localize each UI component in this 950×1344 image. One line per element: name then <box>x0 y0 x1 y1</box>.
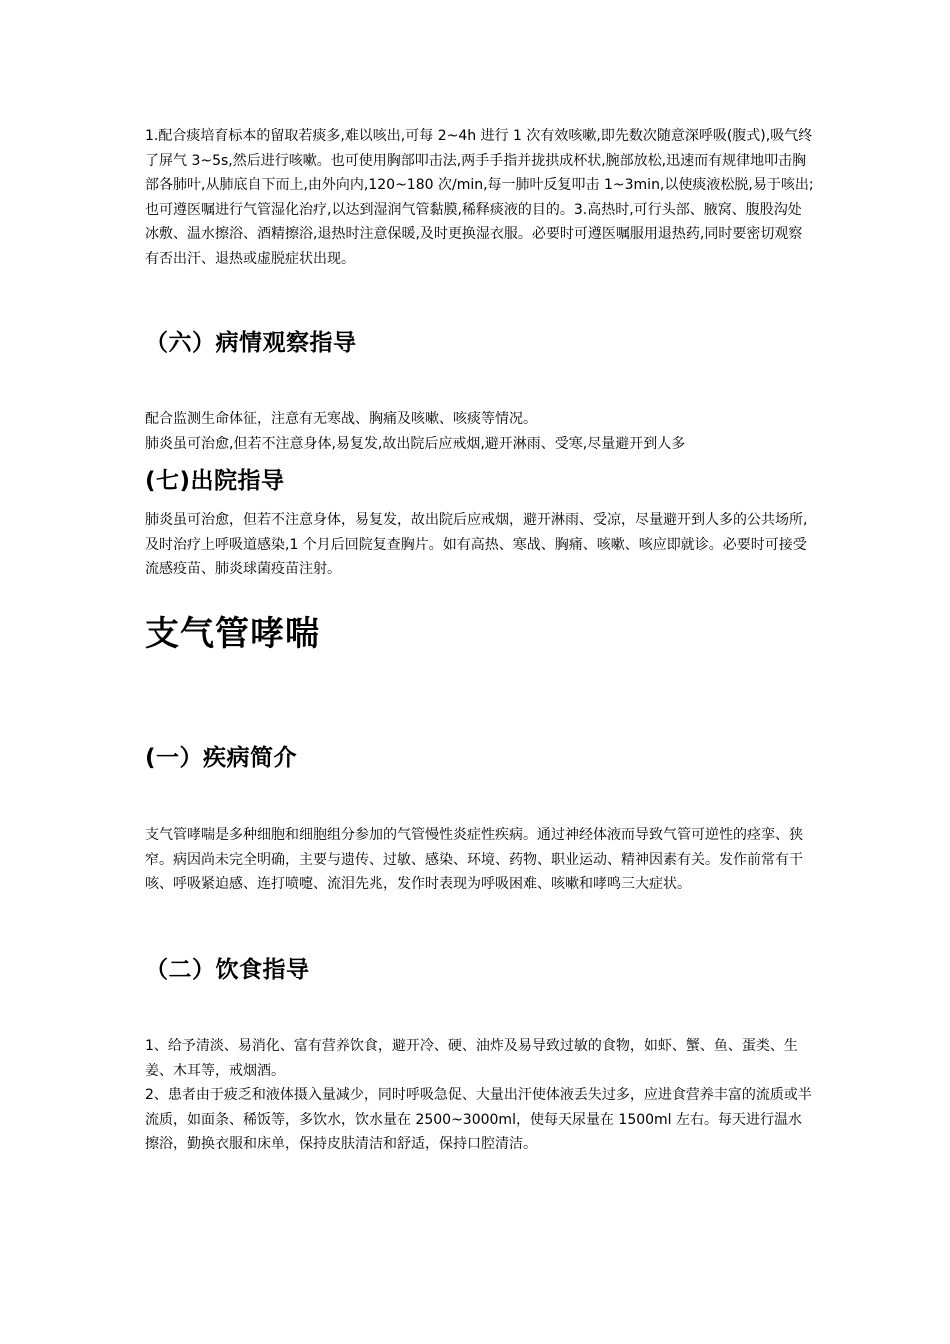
section-2-item-2: 2、患者由于疲乏和液体摄入量减少，同时呼吸急促、大量出汗使体液丢失过多，应进食营养丰富的流质或半流质，如面条、稀饭等，多饮水，饮水量在 2500~3000ml，使每天尿量在 1500ml 左右。每天进行温水擦浴，勤换衣服和床单，保持皮肤清洁和舒适，保持口腔清洁。 <box>145 1087 812 1152</box>
section-7-heading-wrap <box>145 466 815 496</box>
section-2-heading: （二）饮食指导 <box>145 957 310 983</box>
section-1-text: 支气管哮喘是多种细胞和细胞组分参加的气管慢性炎症性疾病。通过神经体液而导致气管可逆性的痉挛、狭窄。病因尚未完全明确，主要与遗传、过敏、感染、环境、药物、职业运动、精神因素有关。发作前常有干咳、呼吸紧迫感、连打喷嚏、流泪先兆，发作时表现为呼吸困难、咳嗽和哮鸣三大症状。 <box>145 827 803 892</box>
section-6-line-2: 肺炎虽可治愈,但若不注意身体,易复发,故出院后应戒烟,避开淋雨、受寒,尽量避开到人多 <box>145 435 686 452</box>
section-2-body <box>145 1034 815 1157</box>
section-1-heading: (一）疾病简介 <box>145 745 298 771</box>
section-1-heading-wrap <box>145 743 815 773</box>
intro-paragraph <box>145 124 815 271</box>
chapter-title-wrap <box>145 612 815 656</box>
section-6-body <box>145 407 815 456</box>
chapter-title: 支气管哮喘 <box>145 614 320 654</box>
intro-text: 1.配合痰培育标本的留取若痰多,难以咳出,可每 2~4h 进行 1 次有效咳嗽,即先数次随意深呼吸(腹式),吸气终了屏气 3~5s,然后进行咳嗽。也可使用胸部叩击法,两手手指并拢拱成杯状,腕部放松,迅速而有规律地叩击胸部各肺叶,从肺底自下而上,由外向内,120~180 次/min,每一肺叶反复叩击 1~3min,以使痰液松脱,易于咳出;也可遵医嘱进行气管湿化治疗,以达到湿润气管黏膜,稀释痰液的目的。3.高热时,可行头部、腋窝、腹股沟处冰敷、温水擦浴、酒精擦浴,退热时注意保暖,及时更换湿衣服。必要时可遵医嘱服用退热药,同时要密切观察有否出汗、退热或虚脱症状出现。 <box>145 128 814 267</box>
section-7-body <box>145 508 815 582</box>
section-2-heading-wrap <box>145 955 815 985</box>
section-7-heading: (七)出院指导 <box>145 468 285 494</box>
section-1-body <box>145 823 815 897</box>
section-2-item-1: 1、给予清淡、易消化、富有营养饮食，避开冷、硬、油炸及易导致过敏的食物，如虾、蟹、鱼、蛋类、生姜、木耳等，戒烟酒。 <box>145 1038 798 1079</box>
section-7-text: 肺炎虽可治愈，但若不注意身体，易复发，故出院后应戒烟，避开淋雨、受凉，尽量避开到人多的公共场所,及时治疗上呼吸道感染,1 个月后回院复查胸片。如有高热、寒战、胸痛、咳嗽、咳应即就诊。必要时可接受流感疫苗、肺炎球菌疫苗注射。 <box>145 512 808 577</box>
section-6-heading-wrap <box>145 328 815 358</box>
section-6-heading: （六）病情观察指导 <box>145 330 357 356</box>
section-6-line-1: 配合监测生命体征，注意有无寒战、胸痛及咳嗽、咳痰等情况。 <box>145 411 537 427</box>
